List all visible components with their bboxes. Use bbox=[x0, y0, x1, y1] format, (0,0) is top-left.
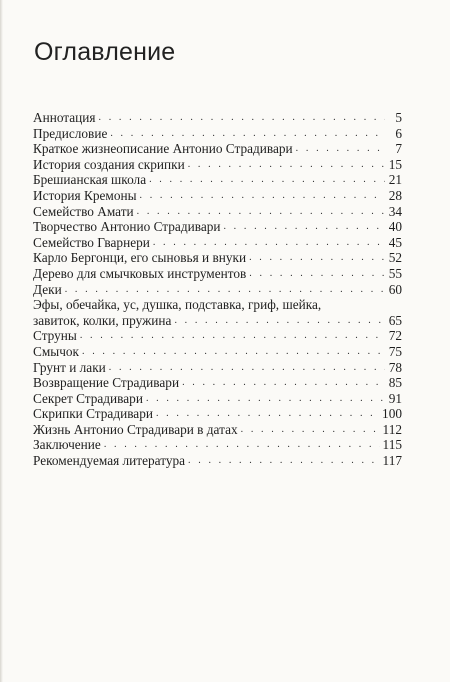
toc-entry-title: Аннотация bbox=[33, 110, 96, 125]
dot-leader bbox=[241, 422, 380, 438]
toc-entry-page: 60 bbox=[388, 281, 402, 297]
toc-entry[interactable] bbox=[33, 375, 402, 391]
toc-entry[interactable] bbox=[33, 391, 402, 407]
toc-entry[interactable] bbox=[33, 188, 402, 204]
dot-leader bbox=[296, 141, 385, 157]
dot-leader bbox=[65, 282, 385, 298]
dot-leader bbox=[223, 219, 385, 235]
toc-entry-title: Карло Бергонци, его сыновья и внуки bbox=[33, 250, 247, 266]
toc-entry-page: 5 bbox=[395, 110, 402, 125]
toc-entry-title: Предисловие bbox=[33, 125, 108, 141]
toc-entry[interactable] bbox=[33, 235, 402, 251]
toc-entry-page: 7 bbox=[395, 141, 402, 157]
page-title: Оглавление bbox=[34, 38, 176, 66]
toc-entry-page: 72 bbox=[388, 328, 402, 344]
dot-leader bbox=[137, 204, 385, 220]
toc-entry[interactable] bbox=[33, 266, 402, 282]
toc-entry-page: 85 bbox=[388, 375, 402, 391]
toc-entry-title: Грунт и лаки bbox=[33, 359, 106, 375]
toc-entry-page: 21 bbox=[388, 172, 402, 188]
toc-entry-page: 15 bbox=[388, 156, 402, 172]
dot-leader bbox=[188, 157, 385, 173]
dot-leader bbox=[156, 406, 379, 422]
toc-entry-page: 117 bbox=[382, 453, 402, 469]
dot-leader bbox=[80, 328, 385, 344]
toc-entry-title: История создания скрипки bbox=[33, 156, 185, 172]
toc-entry[interactable] bbox=[33, 250, 402, 266]
dot-leader bbox=[146, 391, 385, 407]
toc-entry-page: 45 bbox=[388, 234, 402, 250]
dot-leader bbox=[188, 453, 380, 469]
toc-entry-title: Жизнь Антонио Страдивари в датах bbox=[33, 421, 238, 437]
dot-leader bbox=[82, 344, 385, 360]
toc-entry-page: 100 bbox=[382, 406, 402, 422]
toc-entry[interactable] bbox=[33, 437, 402, 453]
toc-entry-page: 112 bbox=[382, 421, 402, 437]
toc-entry[interactable] bbox=[33, 110, 402, 126]
toc-entry-title: История Кремоны bbox=[33, 187, 137, 203]
toc-entry[interactable] bbox=[33, 406, 402, 422]
toc-entry-page: 65 bbox=[388, 312, 402, 328]
toc-entry-page: 75 bbox=[388, 343, 402, 359]
toc-entry-title: Рекомендуемая литература bbox=[33, 453, 186, 469]
dot-leader bbox=[182, 375, 385, 391]
toc-entry[interactable] bbox=[33, 282, 402, 298]
toc-entry[interactable] bbox=[33, 453, 402, 469]
toc-entry-title: Творчество Антонио Страдивари bbox=[33, 219, 221, 235]
toc-entry-page: 28 bbox=[388, 187, 402, 203]
toc-entry-title: Смычок bbox=[33, 343, 80, 359]
toc-entry-page: 6 bbox=[395, 125, 402, 141]
toc-entry-page: 78 bbox=[388, 359, 402, 375]
dot-leader bbox=[249, 266, 385, 282]
toc-entry-title-line2: завиток, колки, пружина bbox=[33, 312, 172, 328]
toc-entry-title: Брешианская школа bbox=[33, 172, 147, 188]
toc-entry-title: Возвращение Страдивари bbox=[33, 375, 180, 391]
dot-leader bbox=[109, 360, 385, 376]
toc-entry[interactable] bbox=[33, 172, 402, 188]
toc-entry[interactable] bbox=[33, 328, 402, 344]
dot-leader bbox=[153, 235, 385, 251]
toc-entry[interactable] bbox=[33, 157, 402, 173]
dot-leader bbox=[149, 172, 385, 188]
toc-entry-title: Семейство Амати bbox=[33, 203, 134, 219]
toc-entry-title: Струны bbox=[33, 328, 77, 344]
dot-leader bbox=[104, 437, 380, 453]
toc-entry-title: Семейство Гварнери bbox=[33, 234, 150, 250]
toc-entry[interactable] bbox=[33, 204, 402, 220]
toc-entry[interactable] bbox=[33, 344, 402, 360]
toc-entry-page: 55 bbox=[388, 265, 402, 281]
toc-entry-page: 91 bbox=[388, 390, 402, 406]
dot-leader bbox=[140, 188, 385, 204]
toc-entry-page: 34 bbox=[388, 203, 402, 219]
toc-entry-title: Дерево для смычковых инструментов bbox=[33, 265, 247, 281]
toc-entry[interactable] bbox=[33, 219, 402, 235]
toc-entry-page: 52 bbox=[388, 250, 402, 266]
toc-entry[interactable] bbox=[33, 422, 402, 438]
toc-entry-title: Скрипки Страдивари bbox=[33, 406, 153, 422]
toc-entry[interactable] bbox=[33, 126, 402, 142]
dot-leader bbox=[99, 110, 385, 126]
toc-entry-title: Секрет Страдивари bbox=[33, 390, 143, 406]
dot-leader bbox=[174, 313, 385, 329]
toc-entry[interactable] bbox=[33, 141, 402, 157]
dot-leader bbox=[110, 126, 385, 142]
table-of-contents bbox=[33, 110, 402, 469]
toc-entry-page: 40 bbox=[388, 219, 402, 235]
dot-leader bbox=[249, 250, 385, 266]
toc-entry-title-line1: Эфы, обечайка, ус, душка, подставка, гриф, шейка, bbox=[33, 297, 322, 313]
toc-entry[interactable] bbox=[33, 297, 402, 328]
toc-entry-page: 115 bbox=[382, 437, 402, 453]
toc-entry-title: Краткое жизнеописание Антонио Страдивари bbox=[33, 141, 293, 157]
page-edge bbox=[0, 0, 3, 682]
toc-entry-title: Заключение bbox=[33, 437, 101, 453]
toc-entry[interactable] bbox=[33, 360, 402, 376]
toc-entry-title: Деки bbox=[33, 281, 62, 297]
